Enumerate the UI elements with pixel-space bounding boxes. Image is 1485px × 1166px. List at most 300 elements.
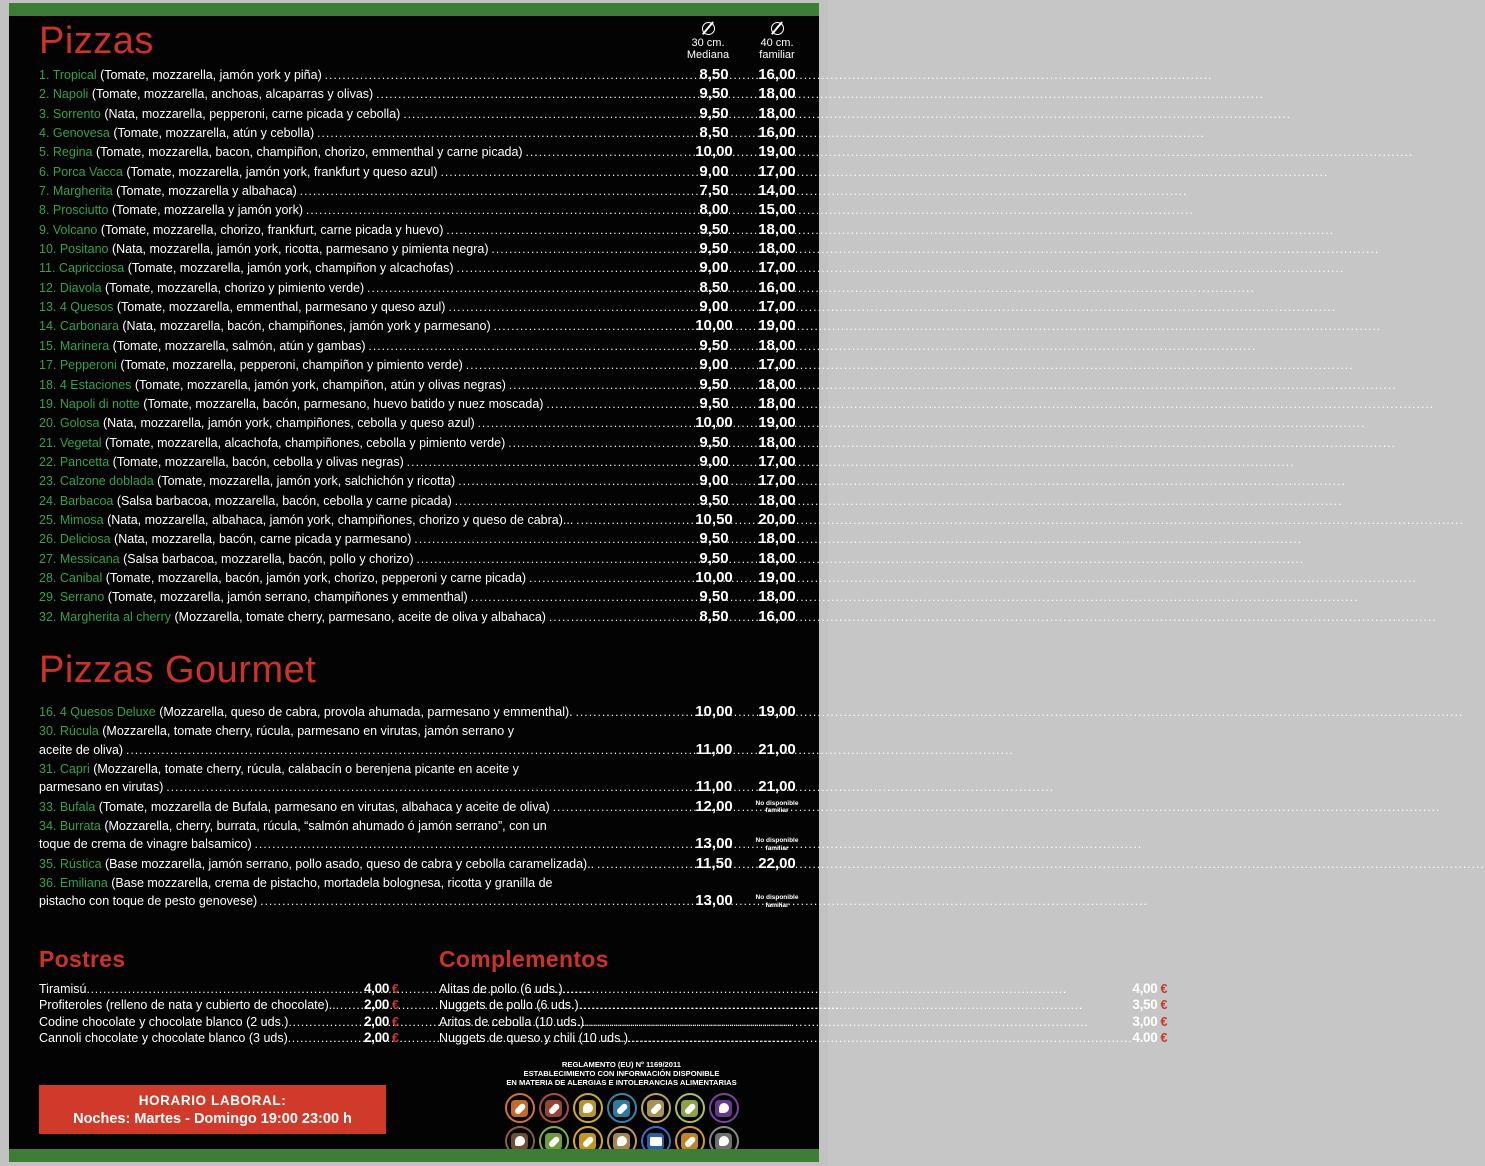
menu-item — [39, 298, 811, 317]
item-name: Codine chocolate y chocolate blanco (2 uds.) — [39, 1014, 289, 1029]
menu-item-main-line — [39, 105, 811, 124]
crustaceans-icon — [539, 1093, 569, 1123]
menu-item-main-line — [39, 741, 811, 760]
size-col-line2: Mediana — [686, 49, 730, 61]
price-mediana: 9,00 — [699, 298, 729, 316]
regulation-line2: ESTABLECIMIENTO CON INFORMACIÓN DISPONIBLE — [523, 1068, 720, 1078]
price — [364, 1030, 399, 1047]
menu-item — [439, 981, 1167, 998]
dotted-leader — [317, 125, 682, 143]
item-ingredients: (Tomate, mozzarella, emmenthal, parmesano y queso azul) — [113, 300, 446, 315]
menu-item — [39, 201, 811, 220]
menu-item — [439, 1030, 1167, 1047]
menu-item — [39, 356, 811, 375]
item-name: 10. Positano — [39, 242, 109, 257]
dotted-leader — [441, 164, 682, 182]
item-name: 4. Genovesa — [39, 126, 110, 141]
dotted-leader — [260, 893, 682, 911]
price-mediana: 9,50 — [699, 85, 729, 103]
menu-item-main-line — [39, 163, 811, 182]
price-familiar: 21,00 — [758, 740, 796, 758]
dotted-leader — [457, 260, 682, 278]
price-value: 2,00 — [363, 997, 390, 1013]
item-name: 19. Napoli di notte — [39, 396, 140, 411]
item-ingredients: (Nata, mozzarella, jamón york, champiñones, cebolla y queso azul) — [99, 416, 475, 431]
menu-item-text — [39, 240, 489, 258]
size-col-mediana — [679, 22, 737, 61]
item-name: Nuggets de pollo (6 uds.) — [439, 998, 579, 1013]
item-ingredients: (Tomate, mozzarella, pepperoni, champiñon y pimiento verde) — [116, 358, 463, 373]
price-value: 2,00 — [363, 1013, 390, 1029]
dotted-leader — [306, 202, 682, 220]
price-familiar: No disponible familiar — [755, 799, 799, 815]
price — [364, 1014, 399, 1031]
menu-item-main-line — [39, 798, 811, 817]
size-columns-header — [679, 22, 811, 62]
menu-item-text — [39, 66, 322, 84]
item-ingredients: (Nata, mozzarella, albahaca, jamón york, champiñones, chorizo y queso de cabra)... — [103, 512, 574, 527]
dotted-leader — [563, 981, 1133, 998]
dotted-leader — [579, 997, 1133, 1014]
postres-list — [39, 981, 399, 1047]
item-name: 2. Napoli — [39, 87, 89, 102]
dotted-leader — [288, 1030, 364, 1047]
menu-item-main-line — [39, 85, 811, 104]
menu-item-main-line — [39, 588, 811, 607]
menu-item-text — [39, 201, 303, 219]
menu-item — [39, 817, 811, 855]
price-familiar: 18,00 — [758, 375, 796, 393]
price-familiar: 18,00 — [758, 104, 796, 122]
price-mediana: 9,50 — [699, 220, 729, 238]
dotted-leader — [584, 1014, 1132, 1031]
euro-sign: € — [1160, 1031, 1168, 1046]
item-ingredients: (Mozzarella, tomate cherry, rúcula, parmesano en virutas, jamón serrano y — [98, 724, 514, 739]
dotted-leader — [86, 981, 364, 998]
price-mediana: 13,00 — [695, 892, 733, 910]
price-mediana: 9,50 — [699, 433, 729, 451]
item-name: 31. Capri — [39, 761, 90, 776]
price-mediana: 9,50 — [699, 530, 729, 548]
section-title-pizzas: Pizzas — [39, 20, 154, 63]
menu-item — [39, 143, 811, 162]
bottom-lists — [39, 945, 1168, 1047]
soy-icon — [675, 1093, 705, 1123]
menu-item-text — [39, 472, 455, 490]
price-familiar: 19,00 — [758, 568, 796, 586]
menu-item-text — [39, 298, 445, 316]
price-mediana: 13,00 — [695, 835, 733, 853]
menu-item-text — [39, 259, 454, 277]
item-name: 3. Sorrento — [39, 106, 101, 121]
menu-item-text — [39, 356, 463, 374]
menu-item-main-line — [39, 608, 811, 627]
item-name: 5. Regina — [39, 145, 93, 160]
item-name: 1. Tropical — [39, 68, 97, 82]
menu-item — [39, 85, 811, 104]
horario-title: HORARIO LABORAL: — [138, 1092, 287, 1108]
dotted-leader — [471, 589, 682, 607]
dotted-leader — [407, 454, 682, 472]
price-mediana: 8,50 — [699, 124, 729, 142]
menu-item — [39, 163, 811, 182]
item-name: 15. Marinera — [39, 338, 110, 353]
menu-item-text — [39, 530, 411, 548]
item-name: 32. Margherita al cherry — [39, 609, 172, 624]
price-familiar: 18,00 — [758, 336, 796, 354]
price-mediana: 11,00 — [695, 740, 733, 758]
item-name: 33. Bufala — [39, 799, 96, 814]
item-ingredients: (Tomate, mozzarella, bacon, champiñon, chorizo, emmenthal y carne picada) — [92, 145, 523, 160]
menu-item-text — [39, 778, 163, 796]
item-name: 35. Rústica — [39, 856, 102, 871]
item-name: Tiramisú — [39, 981, 87, 996]
price-familiar: 16,00 — [758, 278, 796, 296]
dotted-leader — [367, 280, 682, 298]
menu-item-text — [39, 376, 506, 394]
menu-item-text — [39, 855, 594, 873]
euro-sign: € — [392, 1031, 399, 1046]
price-mediana: 10,00 — [695, 568, 733, 586]
price-familiar: 18,00 — [758, 394, 796, 412]
menu-item-text — [39, 835, 252, 853]
menu-item — [39, 550, 811, 569]
price-mediana: 10,00 — [695, 317, 733, 335]
price-mediana: 10,00 — [695, 414, 733, 432]
menu-item-main-line — [39, 240, 811, 259]
item-name: 17. Pepperoni — [39, 358, 117, 373]
dotted-leader — [417, 551, 682, 569]
price-mediana: 9,50 — [699, 491, 729, 509]
dotted-leader — [414, 531, 682, 549]
menu-item-text — [39, 741, 123, 759]
item-ingredients: (Mozzarella, queso de cabra, provola ahumada, parmesano y emmenthal). — [155, 704, 573, 719]
euro-sign: € — [392, 1014, 399, 1029]
item-ingredients: (Tomate, mozzarella, chorizo y pimiento verde) — [101, 280, 365, 295]
menu-item-main-line — [39, 835, 811, 854]
allergen-icons — [505, 1093, 739, 1156]
price-mediana: 9,50 — [699, 240, 729, 258]
menu-item — [39, 798, 811, 817]
item-ingredients: (Tomate, mozzarella y albahaca) — [112, 184, 297, 199]
price — [364, 981, 399, 998]
price-familiar: 18,00 — [758, 491, 796, 509]
dotted-leader — [336, 997, 364, 1014]
section-title-complementos: Complementos — [439, 945, 609, 972]
dotted-leader — [546, 396, 682, 414]
item-name: 14. Carbonara — [39, 319, 119, 334]
menu-item-main-line — [39, 414, 811, 433]
price-mediana: 12,00 — [695, 797, 733, 815]
price-mediana: 11,50 — [695, 854, 733, 872]
menu-item — [39, 124, 811, 143]
price-mediana: 9,50 — [699, 394, 729, 412]
horario-box — [39, 1085, 386, 1134]
dotted-leader — [526, 144, 682, 162]
item-ingredients: (Tomate, mozzarella, jamón york, salchichón y ricotta) — [153, 474, 456, 489]
menu-item-text — [39, 550, 414, 568]
price-familiar: 18,00 — [758, 240, 796, 258]
item-ingredients: (Mozzarella, cherry, burrata, rúcula, “salmón ahumado ó jamón serrano”, con un — [100, 818, 547, 833]
menu-item-main-line — [39, 376, 811, 395]
gourmet-list — [39, 703, 811, 912]
menu-item-text — [39, 892, 257, 910]
menu-item-main-line — [39, 434, 811, 453]
dotted-leader — [597, 856, 682, 874]
price-mediana: 8,00 — [699, 201, 729, 219]
item-ingredients: (Tomate, mozzarella, jamón york y piña) — [96, 68, 322, 82]
item-ingredients: (Mozzarella, tomate cherry, rúcula, calabacín o berenjena picante en aceite y — [89, 761, 519, 776]
item-ingredients: (Tomate, mozzarella, alcachofa, champiñones, cebolla y pimiento verde) — [101, 435, 506, 450]
menu-item — [39, 760, 811, 798]
item-ingredients: (Tomate, mozzarella, jamón serrano, champiñones y emmenthal) — [104, 590, 468, 605]
menu-item-main-line — [39, 337, 811, 356]
menu-item-main-line — [39, 703, 811, 722]
item-name: 11. Capricciosa — [39, 261, 125, 276]
item-name: 34. Burrata — [39, 818, 101, 833]
dotted-leader — [455, 493, 682, 511]
price-familiar: 18,00 — [758, 220, 796, 238]
price-mediana: 9,50 — [699, 588, 729, 606]
price-familiar: 20,00 — [758, 510, 796, 528]
price-familiar: No disponible familiar — [755, 894, 799, 909]
menu-item-text — [39, 414, 475, 432]
dotted-leader — [478, 415, 682, 433]
item-ingredients: (Tomate, mozzarella de Bufala, parmesano en virutas, albahaca y aceite de oliva) — [95, 799, 550, 814]
dotted-leader — [508, 435, 682, 453]
price-mediana: 8,50 — [699, 278, 729, 296]
menu-item-main-line — [39, 569, 811, 588]
horario-hours: Noches: Martes - Domingo 19:00 23:00 h — [73, 1110, 352, 1127]
item-ingredients: (Tomate, mozzarella, jamón york, champiñon y alcachofas) — [124, 261, 454, 276]
dotted-leader — [466, 357, 682, 375]
item-ingredients: aceite de oliva) — [39, 742, 124, 757]
item-name: 12. Diavola — [39, 280, 102, 295]
item-name: 6. Porca Vacca — [39, 164, 123, 179]
item-name: 24. Barbacoa — [39, 493, 114, 508]
dotted-leader — [126, 742, 682, 760]
price-familiar: 16,00 — [758, 607, 796, 625]
price-mediana: 9,00 — [699, 452, 729, 470]
size-col-line1: 40 cm. — [760, 37, 794, 49]
dotted-leader — [446, 222, 682, 240]
menu-item-main-line — [39, 201, 811, 220]
item-name: 25. Mimosa — [39, 512, 104, 527]
price-familiar: 16,00 — [758, 124, 796, 142]
item-ingredients: (Tomate, mozzarella, bacón, cebolla y olivas negras) — [109, 454, 404, 469]
menu-item — [39, 997, 399, 1014]
price-mediana: 9,00 — [699, 162, 729, 180]
menu-item — [439, 997, 1167, 1014]
price-mediana: 9,50 — [699, 336, 729, 354]
item-name: 8. Prosciutto — [39, 203, 109, 218]
size-col-line2: familiar — [759, 49, 795, 61]
price-mediana: 7,50 — [699, 182, 729, 200]
item-ingredients: (Tomate, mozzarella, jamón york, champiñon, atún y olivas negras) — [131, 377, 506, 392]
price-value: 4,00 — [363, 980, 390, 996]
item-name: 7. Margherita — [39, 184, 113, 199]
menu-item — [39, 453, 811, 472]
item-ingredients: (Tomate, mozzarella, bacón, parmesano, huevo batido y nuez moscada) — [139, 396, 544, 411]
item-name: 22. Pancetta — [39, 454, 110, 469]
item-name: Alitas de pollo (6 uds.) — [439, 981, 563, 996]
menu-item — [39, 414, 811, 433]
menu-item-main-line — [39, 778, 811, 797]
price-mediana: 10,00 — [695, 702, 733, 720]
menu-item-main-line — [39, 472, 811, 491]
item-name: Aritos de cebolla (10 uds.) — [439, 1014, 585, 1029]
item-ingredients: parmesano en virutas) — [39, 780, 164, 795]
section-title-gourmet: Pizzas Gourmet — [39, 648, 317, 691]
menu-item-main-line — [39, 143, 811, 162]
item-name: 9. Volcano — [39, 222, 98, 237]
menu-item-text — [39, 337, 366, 355]
item-ingredients: pistacho con toque de pesto genovese) — [39, 894, 258, 909]
euro-sign: € — [392, 981, 399, 996]
regulation-line3: EN MATERIA DE ALERGIAS E INTOLERANCIAS ALIMENTARIAS — [506, 1077, 737, 1087]
item-ingredients: (Tomate, mozzarella y jamón york) — [108, 203, 303, 218]
price-mediana: 8,50 — [699, 66, 729, 83]
menu-item-text — [39, 105, 400, 123]
item-ingredients: (Mozzarella, tomate cherry, parmesano, aceite de oliva y albahaca) — [171, 609, 546, 624]
menu-item — [39, 395, 811, 414]
price — [1132, 997, 1167, 1014]
menu-item-text — [39, 143, 523, 161]
item-ingredients: (Base mozzarella, jamón serrano, pollo asado, queso de cabra y cebolla caramelizada).. — [101, 856, 595, 871]
dotted-leader — [325, 67, 682, 85]
price-familiar: No disponible familiar — [755, 837, 799, 852]
item-name: Nuggets de queso y chili (10 uds.) — [439, 1031, 628, 1046]
item-name: 30. Rúcula — [39, 724, 99, 739]
menu-item — [39, 434, 811, 453]
menu-item-text — [39, 798, 550, 816]
menu-item — [39, 182, 811, 201]
footer — [39, 1061, 811, 1156]
size-col-familiar — [743, 22, 811, 61]
pizzas-list — [39, 66, 811, 627]
menu-item-text — [39, 569, 526, 587]
eggs-icon — [573, 1093, 603, 1123]
price — [1132, 981, 1167, 998]
menu-item — [39, 981, 399, 998]
item-name: 13. 4 Quesos — [39, 300, 114, 315]
price-value: 3,00 — [1132, 1013, 1158, 1029]
menu-item-main-line — [39, 124, 811, 143]
menu-item-main-line — [39, 279, 811, 298]
menu-item-text — [39, 703, 573, 721]
menu-item-main-line — [39, 259, 811, 278]
menu-item — [39, 874, 811, 912]
price-mediana: 10,50 — [695, 510, 733, 528]
menu-item-text — [39, 317, 491, 335]
menu-item-first-line — [39, 722, 811, 740]
price-familiar: 17,00 — [758, 162, 796, 180]
postres-column — [39, 946, 399, 1047]
menu-page — [9, 3, 1168, 1162]
peanuts-icon — [641, 1093, 671, 1123]
menu-item — [439, 1014, 1167, 1031]
diameter-icon — [702, 22, 715, 35]
menu-item-text — [39, 182, 297, 200]
menu-item — [39, 337, 811, 356]
price-familiar: 16,00 — [758, 66, 796, 83]
price-familiar: 18,00 — [758, 433, 796, 451]
menu-item — [39, 472, 811, 491]
price-familiar: 22,00 — [758, 854, 796, 872]
menu-item-text — [39, 588, 468, 606]
price-familiar: 17,00 — [758, 298, 796, 316]
price-familiar: 17,00 — [758, 472, 796, 490]
complementos-column — [439, 946, 1167, 1047]
menu-item — [39, 703, 811, 722]
price-familiar: 21,00 — [758, 778, 796, 796]
menu-item-first-line — [39, 760, 811, 778]
price-mediana: 11,00 — [695, 778, 733, 796]
item-name: 29. Serrano — [39, 590, 105, 605]
price-mediana: 9,00 — [699, 356, 729, 374]
complementos-list — [439, 981, 1167, 1047]
dotted-leader — [529, 570, 682, 588]
price-familiar: 15,00 — [758, 201, 796, 219]
item-ingredients: (Salsa barbacoa, mozzarella, bacón, cebolla y carne picada) — [113, 493, 452, 508]
pizzas-header — [39, 22, 811, 62]
price-familiar: 19,00 — [758, 414, 796, 432]
dotted-leader — [458, 473, 682, 491]
section-title-postres: Postres — [39, 945, 126, 972]
menu-item-main-line — [39, 395, 811, 414]
menu-item-main-line — [39, 855, 811, 874]
dotted-leader — [553, 799, 682, 817]
allergen-info — [432, 1061, 811, 1156]
price-familiar: 17,00 — [758, 356, 796, 374]
diameter-icon — [771, 22, 784, 35]
item-ingredients: (Tomate, mozzarella, chorizo, frankfurt, carne picada y huevo) — [97, 222, 444, 237]
menu-item-text — [39, 85, 373, 103]
menu-item — [39, 105, 811, 124]
item-name: 26. Deliciosa — [39, 532, 111, 547]
menu-item — [39, 530, 811, 549]
price-value: 4.00 — [1132, 1030, 1158, 1046]
price-value: 4,00 — [1132, 980, 1158, 996]
menu-item-main-line — [39, 492, 811, 511]
item-name: 28. Canibal — [39, 570, 103, 585]
menu-item — [39, 66, 811, 85]
euro-sign: € — [392, 998, 399, 1013]
item-ingredients: (Base mozzarella, crema de pistacho, mortadela bolognesa, ricotta y granilla de — [107, 875, 553, 890]
price-familiar: 19,00 — [758, 317, 796, 335]
price-value: 2,00 — [363, 1030, 390, 1046]
menu-item-main-line — [39, 298, 811, 317]
gluten-icon — [505, 1093, 535, 1123]
menu-item — [39, 317, 811, 336]
item-ingredients: (Nata, mozzarella, jamón york, ricotta, parmesano y pimienta negra) — [108, 242, 489, 257]
menu-item-first-line — [39, 874, 811, 892]
price-mediana: 9,50 — [699, 549, 729, 567]
menu-item — [39, 1030, 399, 1047]
item-name: 18. 4 Estaciones — [39, 377, 132, 392]
price-familiar: 19,00 — [758, 702, 796, 720]
price — [1132, 1014, 1167, 1031]
menu-item-text — [39, 608, 546, 626]
menu-item — [39, 279, 811, 298]
menu-item — [39, 240, 811, 259]
price-familiar: 18,00 — [758, 530, 796, 548]
price — [1132, 1030, 1167, 1047]
bottom-green-bar — [9, 1149, 819, 1162]
item-ingredients: (Tomate, mozzarella, bacón, jamón york, chorizo, pepperoni y carne picada) — [102, 570, 527, 585]
regulation-line1: REGLAMENTO (EU) Nº 1169/2011 — [561, 1060, 682, 1070]
menu-item-text — [39, 453, 404, 471]
